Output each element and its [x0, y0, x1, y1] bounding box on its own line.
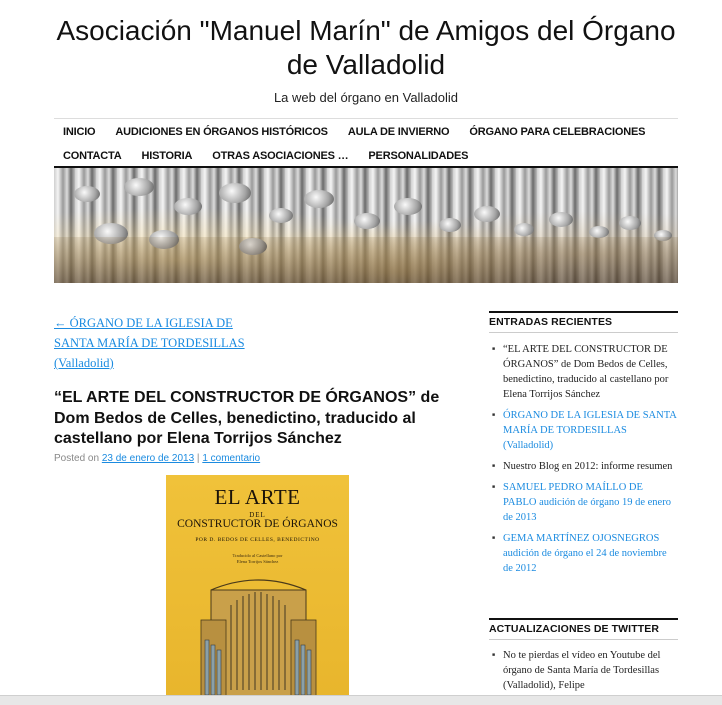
- recent-posts-title: ENTRADAS RECIENTES: [489, 311, 678, 333]
- book-translator-line1: Traducido al Castellano por: [232, 553, 283, 558]
- book-title-del: DEL: [249, 511, 266, 519]
- main-navigation: [54, 120, 678, 166]
- twitter-updates-title: ACTUALIZACIONES DE TWITTER: [489, 618, 678, 640]
- nav-item-inicio[interactable]: INICIO: [63, 126, 96, 138]
- book-translator-line2: Elena Torrijos Sánchez: [236, 559, 279, 564]
- posted-on-label: Posted on: [54, 453, 100, 464]
- post-date-link[interactable]: 23 de enero de 2013: [101, 453, 195, 464]
- nav-item-historia[interactable]: HISTORIA: [141, 150, 193, 162]
- nav-item-organo-para-celebraciones[interactable]: ÓRGANO PARA CELEBRACIONES: [469, 126, 646, 138]
- twitter-updates-list: [489, 648, 678, 693]
- nav-row-1: [54, 120, 655, 144]
- recent-post-item[interactable]: ■ “EL ARTE DEL CONSTRUCTOR DE ÓRGANOS” de Dom Bedos de Celles, benedictino, traducido al castellano por Elena Torrijos Sánchez: [489, 342, 678, 402]
- nav-row-2: [54, 144, 478, 168]
- recent-post-item[interactable]: ■ GEMA MARTÍNEZ OJOSNEGROS audición de órgano el 24 de noviembre de 2012: [489, 531, 678, 576]
- nav-item-otras-asociaciones[interactable]: OTRAS ASOCIACIONES …: [212, 150, 349, 162]
- nav-item-personalidades[interactable]: PERSONALIDADES: [368, 150, 469, 162]
- recent-posts-list: [489, 342, 678, 582]
- recent-post-item[interactable]: ■ SAMUEL PEDRO MAÍLLO DE PABLO audición de órgano 19 de enero de 2013: [489, 480, 678, 525]
- organ-engraving-illustration: [191, 570, 326, 704]
- site-title[interactable]: Asociación "Manuel Marín" de Amigos del Órgano de Valladolid: [56, 15, 676, 80]
- book-title-line2: CONSTRUCTOR DE ÓRGANOS: [177, 518, 338, 530]
- recent-post-item[interactable]: ■ ÓRGANO DE LA IGLESIA DE SANTA MARÍA DE TORDESILLAS (Valladolid): [489, 408, 678, 453]
- post-title[interactable]: “EL ARTE DEL CONSTRUCTOR DE ÓRGANOS” de Dom Bedos de Celles, benedictino, traducido al castellano por Elena Torrijos Sánchez: [54, 389, 440, 447]
- post-meta: [54, 453, 260, 464]
- comments-link[interactable]: 1 comentario: [202, 453, 261, 464]
- recent-post-item[interactable]: ■ Nuestro Blog en 2012: informe resumen: [489, 459, 678, 474]
- nav-item-aula-de-invierno[interactable]: AULA DE INVIERNO: [347, 126, 450, 138]
- organ-pipes-illustration: [54, 168, 678, 283]
- book-cover-image[interactable]: [166, 475, 349, 704]
- book-author: POR D. BEDOS DE CELLES, BENEDICTINO: [195, 537, 320, 543]
- book-title-line1: EL ARTE: [214, 485, 301, 509]
- site-description: La web del órgano en Valladolid: [273, 90, 459, 105]
- nav-item-contacta[interactable]: CONTACTA: [63, 150, 122, 162]
- meta-separator: |: [196, 453, 200, 464]
- nav-item-audiciones[interactable]: AUDICIONES EN ÓRGANOS HISTÓRICOS: [115, 126, 328, 138]
- nav-divider: [54, 118, 678, 119]
- previous-post-link[interactable]: ← ÓRGANO DE LA IGLESIA DE SANTA MARÍA DE TORDESILLAS (Valladolid): [54, 316, 245, 370]
- tweet-item[interactable]: ■ No te pierdas el vídeo en Youtube del órgano de Santa María de Tordesillas (Valladolid), Felipe: [489, 648, 678, 693]
- header-banner-image: [54, 166, 678, 283]
